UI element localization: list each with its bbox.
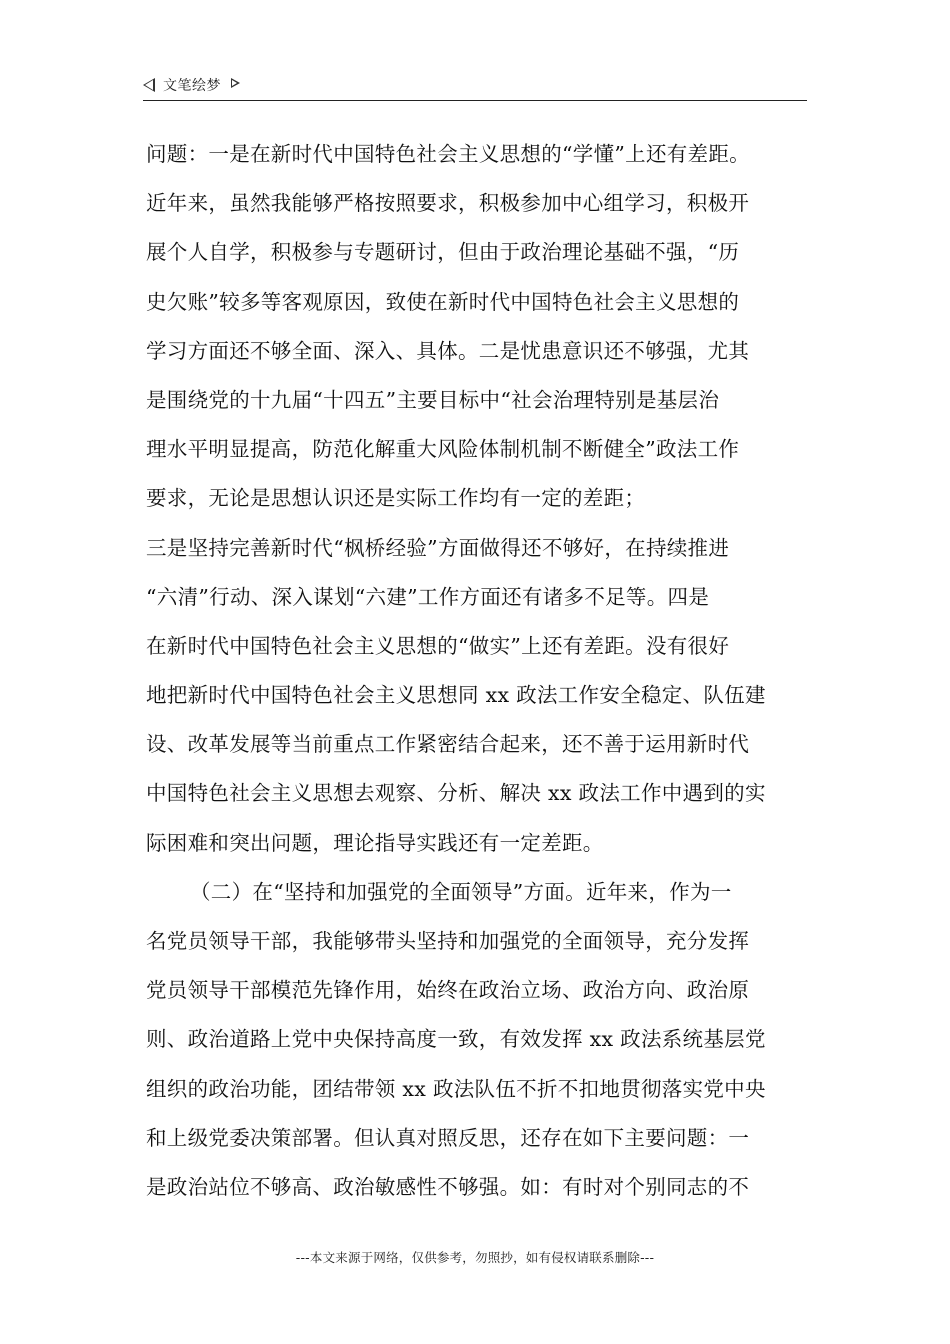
text-line: 展个人自学，积极参与专题研讨，但由于政治理论基础不强，“历 <box>146 240 740 265</box>
text-line: 则、政治道路上党中央保持高度一致，有效发挥 xx 政法系统基层党 <box>146 1027 766 1052</box>
text-line: 史欠账”较多等客观原因，致使在新时代中国特色社会主义思想的 <box>146 289 740 314</box>
header-brand: 文笔绘梦 <box>163 78 221 94</box>
text-line: 要求，无论是思想认识还是实际工作均有一定的差距； <box>146 486 646 511</box>
text-line: 和上级党委决策部署。但认真对照反思，还存在如下主要问题：一 <box>146 1125 750 1150</box>
text-line: 中国特色社会主义思想去观察、分析、解决 xx 政法工作中遇到的实 <box>146 781 766 806</box>
text-line: 地把新时代中国特色社会主义思想同 xx 政法工作安全稳定、队伍建 <box>146 683 766 708</box>
text-line: 党员领导干部模范先锋作用，始终在政治立场、政治方向、政治原 <box>146 978 750 1003</box>
text-line: 近年来，虽然我能够严格按照要求，积极参加中心组学习，积极开 <box>146 191 750 216</box>
text-line: “六清”行动、深入谋划“六建”工作方面还有诸多不足等。四是 <box>146 584 710 609</box>
triangle-right-icon <box>231 78 240 88</box>
text-line: 学习方面还不够全面、深入、具体。二是忧患意识还不够强，尤其 <box>146 338 750 363</box>
text-line: 是政治站位不够高、政治敏感性不够强。如：有时对个别同志的不 <box>146 1174 750 1199</box>
text-line: 问题：一是在新时代中国特色社会主义思想的“学懂”上还有差距。 <box>146 142 750 166</box>
text-line: 三是坚持完善新时代“枫桥经验”方面做得还不够好，在持续推进 <box>146 535 730 560</box>
text-line: 设、改革发展等当前重点工作紧密结合起来，还不善于运用新时代 <box>146 732 750 757</box>
document-body <box>146 130 810 1212</box>
text-line: 组织的政治功能，团结带领 xx 政法队伍不折不扣地贯彻落实党中央 <box>146 1076 766 1101</box>
page-footer: ---本文来源于网络，仅供参考，勿照抄，如有侵权请联系删除--- <box>295 1250 655 1265</box>
text-line: 在新时代中国特色社会主义思想的“做实”上还有差距。没有很好 <box>146 633 730 658</box>
section-heading-line: （二）在“坚持和加强党的全面领导”方面。近年来，作为一 <box>190 879 732 904</box>
text-line: 际困难和突出问题，理论指导实践还有一定差距。 <box>146 830 604 855</box>
text-line: 理水平明显提高，防范化解重大风险体制机制不断健全”政法工作 <box>146 437 740 462</box>
text-line: 是围绕党的十九届“十四五”主要目标中“社会治理特别是基层治 <box>146 387 720 412</box>
triangle-left-icon <box>143 78 155 92</box>
page-header <box>143 74 807 101</box>
text-line: 名党员领导干部，我能够带头坚持和加强党的全面领导，充分发挥 <box>146 929 750 953</box>
